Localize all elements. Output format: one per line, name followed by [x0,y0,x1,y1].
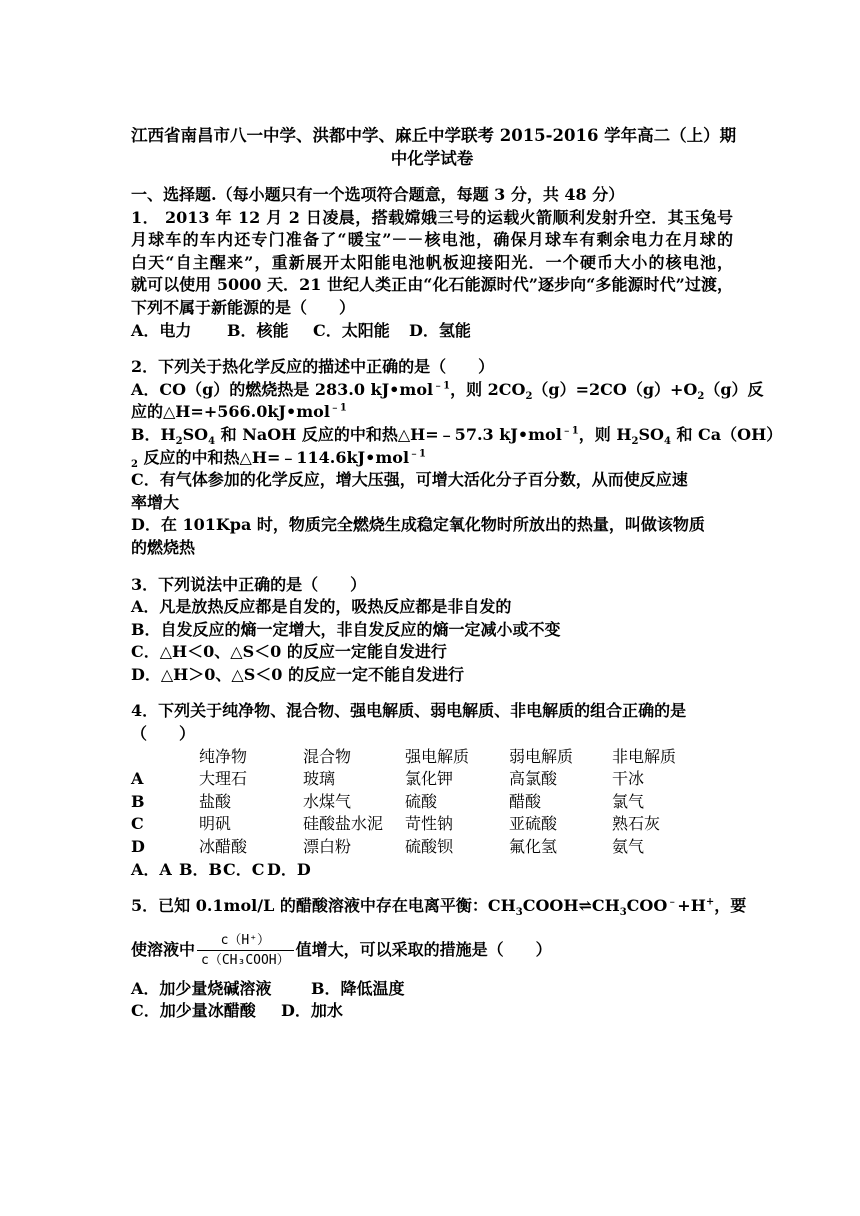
q5-option-b[interactable]: B．降低温度 [311,978,405,998]
question-4-stem-line-2: （ ） [131,724,196,744]
table-cell: 玻璃 [303,769,336,789]
question-3-stem: 3．下列说法中正确的是（ ） [131,574,367,594]
table-cell: 氨气 [612,837,645,857]
q5-option-d[interactable]: D．加水 [281,1001,343,1021]
q1-option-c[interactable]: C．太阳能 [313,320,390,340]
q2-option-d-line-2: 的燃烧热 [131,537,196,557]
question-2-stem: 2．下列关于热化学反应的描述中正确的是（ ） [131,357,495,377]
q2-option-c-line-1[interactable]: C．有气体参加的化学反应，增大压强，可增大活化分子百分数，从而使反应速 [131,470,688,490]
q1-line-4: 就可以使用 5000 天．21 世纪人类正由“化石能源时代”逐步向“多能源时代”过渡， [131,275,733,295]
exam-title [131,124,737,170]
q4-option-d[interactable]: D．D [267,859,311,879]
table-header-cell: 纯净物 [199,746,248,766]
q4-table [131,746,733,859]
table-cell: 硫酸钡 [405,837,454,857]
table-header-cell [131,746,199,769]
question-4-options [131,859,733,882]
q3-option-c[interactable]: C．△H＜0、△S＜0 的反应一定能自发进行 [131,642,447,662]
fraction-numerator: c（H⁺） [220,932,271,948]
table-cell: 苛性钠 [405,814,454,834]
q2-option-a-line-2: 应的△H=+566.0kJ•mol$^{﹣1}$ [131,402,347,422]
table-header-cell: 非电解质 [612,746,677,766]
table-cell: 明矾 [199,814,232,834]
q4-option-b[interactable]: B．B [179,859,223,879]
q3-option-b[interactable]: B．自发反应的熵一定增大，非自发反应的熵一定减小或不变 [131,619,561,639]
table-cell: 高氯酸 [509,769,558,789]
q2-option-c-line-2: 率增大 [131,492,180,512]
question-4-stem-line-1: 4．下列关于纯净物、混合物、强电解质、弱电解质、非电解质的组合正确的是 [131,701,687,721]
q5-option-a[interactable]: A．加少量烧碱溶液 [131,978,272,998]
q1-option-b[interactable]: B．核能 [227,320,289,340]
question-1-options [131,320,733,343]
q1-line-1: 1． 2013 年 12 月 2 日凌晨，搭载嫦娥三号的运载火箭顺利发射升空．其玉兔号 [131,207,733,227]
section-heading: 一、选择题.（每小题只有一个选项符合题意，每题 3 分，共 48 分） [131,185,625,204]
table-cell: 氯化钾 [405,769,454,789]
q2-option-b-line-2: $_2$ 反应的中和热△H=﹣114.6kJ•mol$^{﹣1}$ [131,447,427,470]
table-cell: 硫酸 [405,791,438,811]
table-cell: 醋酸 [509,791,542,811]
q1-line-5: 下列不属于新能源的是（ ） [131,297,356,317]
concentration-ratio-fraction [197,932,294,969]
q5-option-c[interactable]: C．加少量冰醋酸 [131,1001,256,1021]
table-row-label: B [131,791,145,811]
table-cell: 水煤气 [303,791,352,811]
fraction-denominator: c（CH₃COOH） [197,950,294,969]
table-cell: 熟石灰 [612,814,661,834]
table-cell: 大理石 [199,769,248,789]
exam-page [131,124,783,1023]
table-cell: 干冰 [612,769,645,789]
table-row-label: D [131,837,145,857]
table-cell: 氟化氢 [509,837,558,857]
question-5-stem-line-1: 5．已知 0.1mol/L 的醋酸溶液中存在电离平衡：$CH_3COOH\rightleftharpoons CH_3COO^﹣+H^+$，要 [131,896,747,919]
title-line-1: 江西省南昌市八一中学、洪都中学、麻丘中学联考 2015-2016 学年高二（上）期 [131,126,737,145]
q1-option-a[interactable]: A．电力 [131,320,192,340]
q2-option-a-line-1[interactable]: A．CO（g）的燃烧热是 283.0 kJ•mol$^{﹣1}$，则 $2CO_2(g)=2CO(g)+O_2(g)$反 [131,379,764,402]
question-5-stem-line-2: 使溶液中 $\frac{c(H^+)}{\text{c（CH₃COOH）}}$ 值增大，可以采取的措施是（ ） [131,932,552,968]
table-header-cell: 强电解质 [405,746,470,766]
q1-line-2: 月球车的车内还专门准备了“暖宝”－－核电池，确保月球车有剩余电力在月球的 [131,230,733,250]
table-row-label: C [131,814,144,834]
question-5-options-row-1 [131,978,733,1001]
table-cell: 盐酸 [199,791,232,811]
q4-option-c[interactable]: C．C [223,859,265,879]
table-cell: 亚硫酸 [509,814,558,834]
table-header-cell: 混合物 [303,746,352,766]
table-cell: 冰醋酸 [199,837,248,857]
q4-option-a[interactable]: A．A [131,859,172,879]
q2-option-d-line-1[interactable]: D．在 101Kpa 时，物质完全燃烧生成稳定氧化物时所放出的热量，叫做该物质 [131,515,705,535]
table-header-cell: 弱电解质 [509,746,574,766]
question-1-stem [131,207,733,320]
title-line-2: 中化学试卷 [390,149,474,168]
q3-option-a[interactable]: A．凡是放热反应都是自发的，吸热反应都是非自发的 [131,597,512,617]
question-5-options-row-2 [131,1000,733,1023]
table-cell: 漂白粉 [303,837,352,857]
table-row-label: A [131,769,144,789]
q2-option-b-line-1[interactable]: B．$H_2SO_4$ 和 NaOH 反应的中和热△H=﹣57.3 kJ•mol$^{﹣1}$，则 $H_2SO_4$ 和 Ca（OH） [131,424,783,448]
table-cell: 硅酸盐水泥 [303,814,384,834]
q1-line-3: 白天“自主醒来”，重新展开太阳能电池帆板迎接阳光．一个硬币大小的核电池， [131,252,733,272]
q3-option-d[interactable]: D．△H＞0、△S＜0 的反应一定不能自发进行 [131,664,464,684]
q1-option-d[interactable]: D．氢能 [409,320,471,340]
table-cell: 氯气 [612,791,645,811]
